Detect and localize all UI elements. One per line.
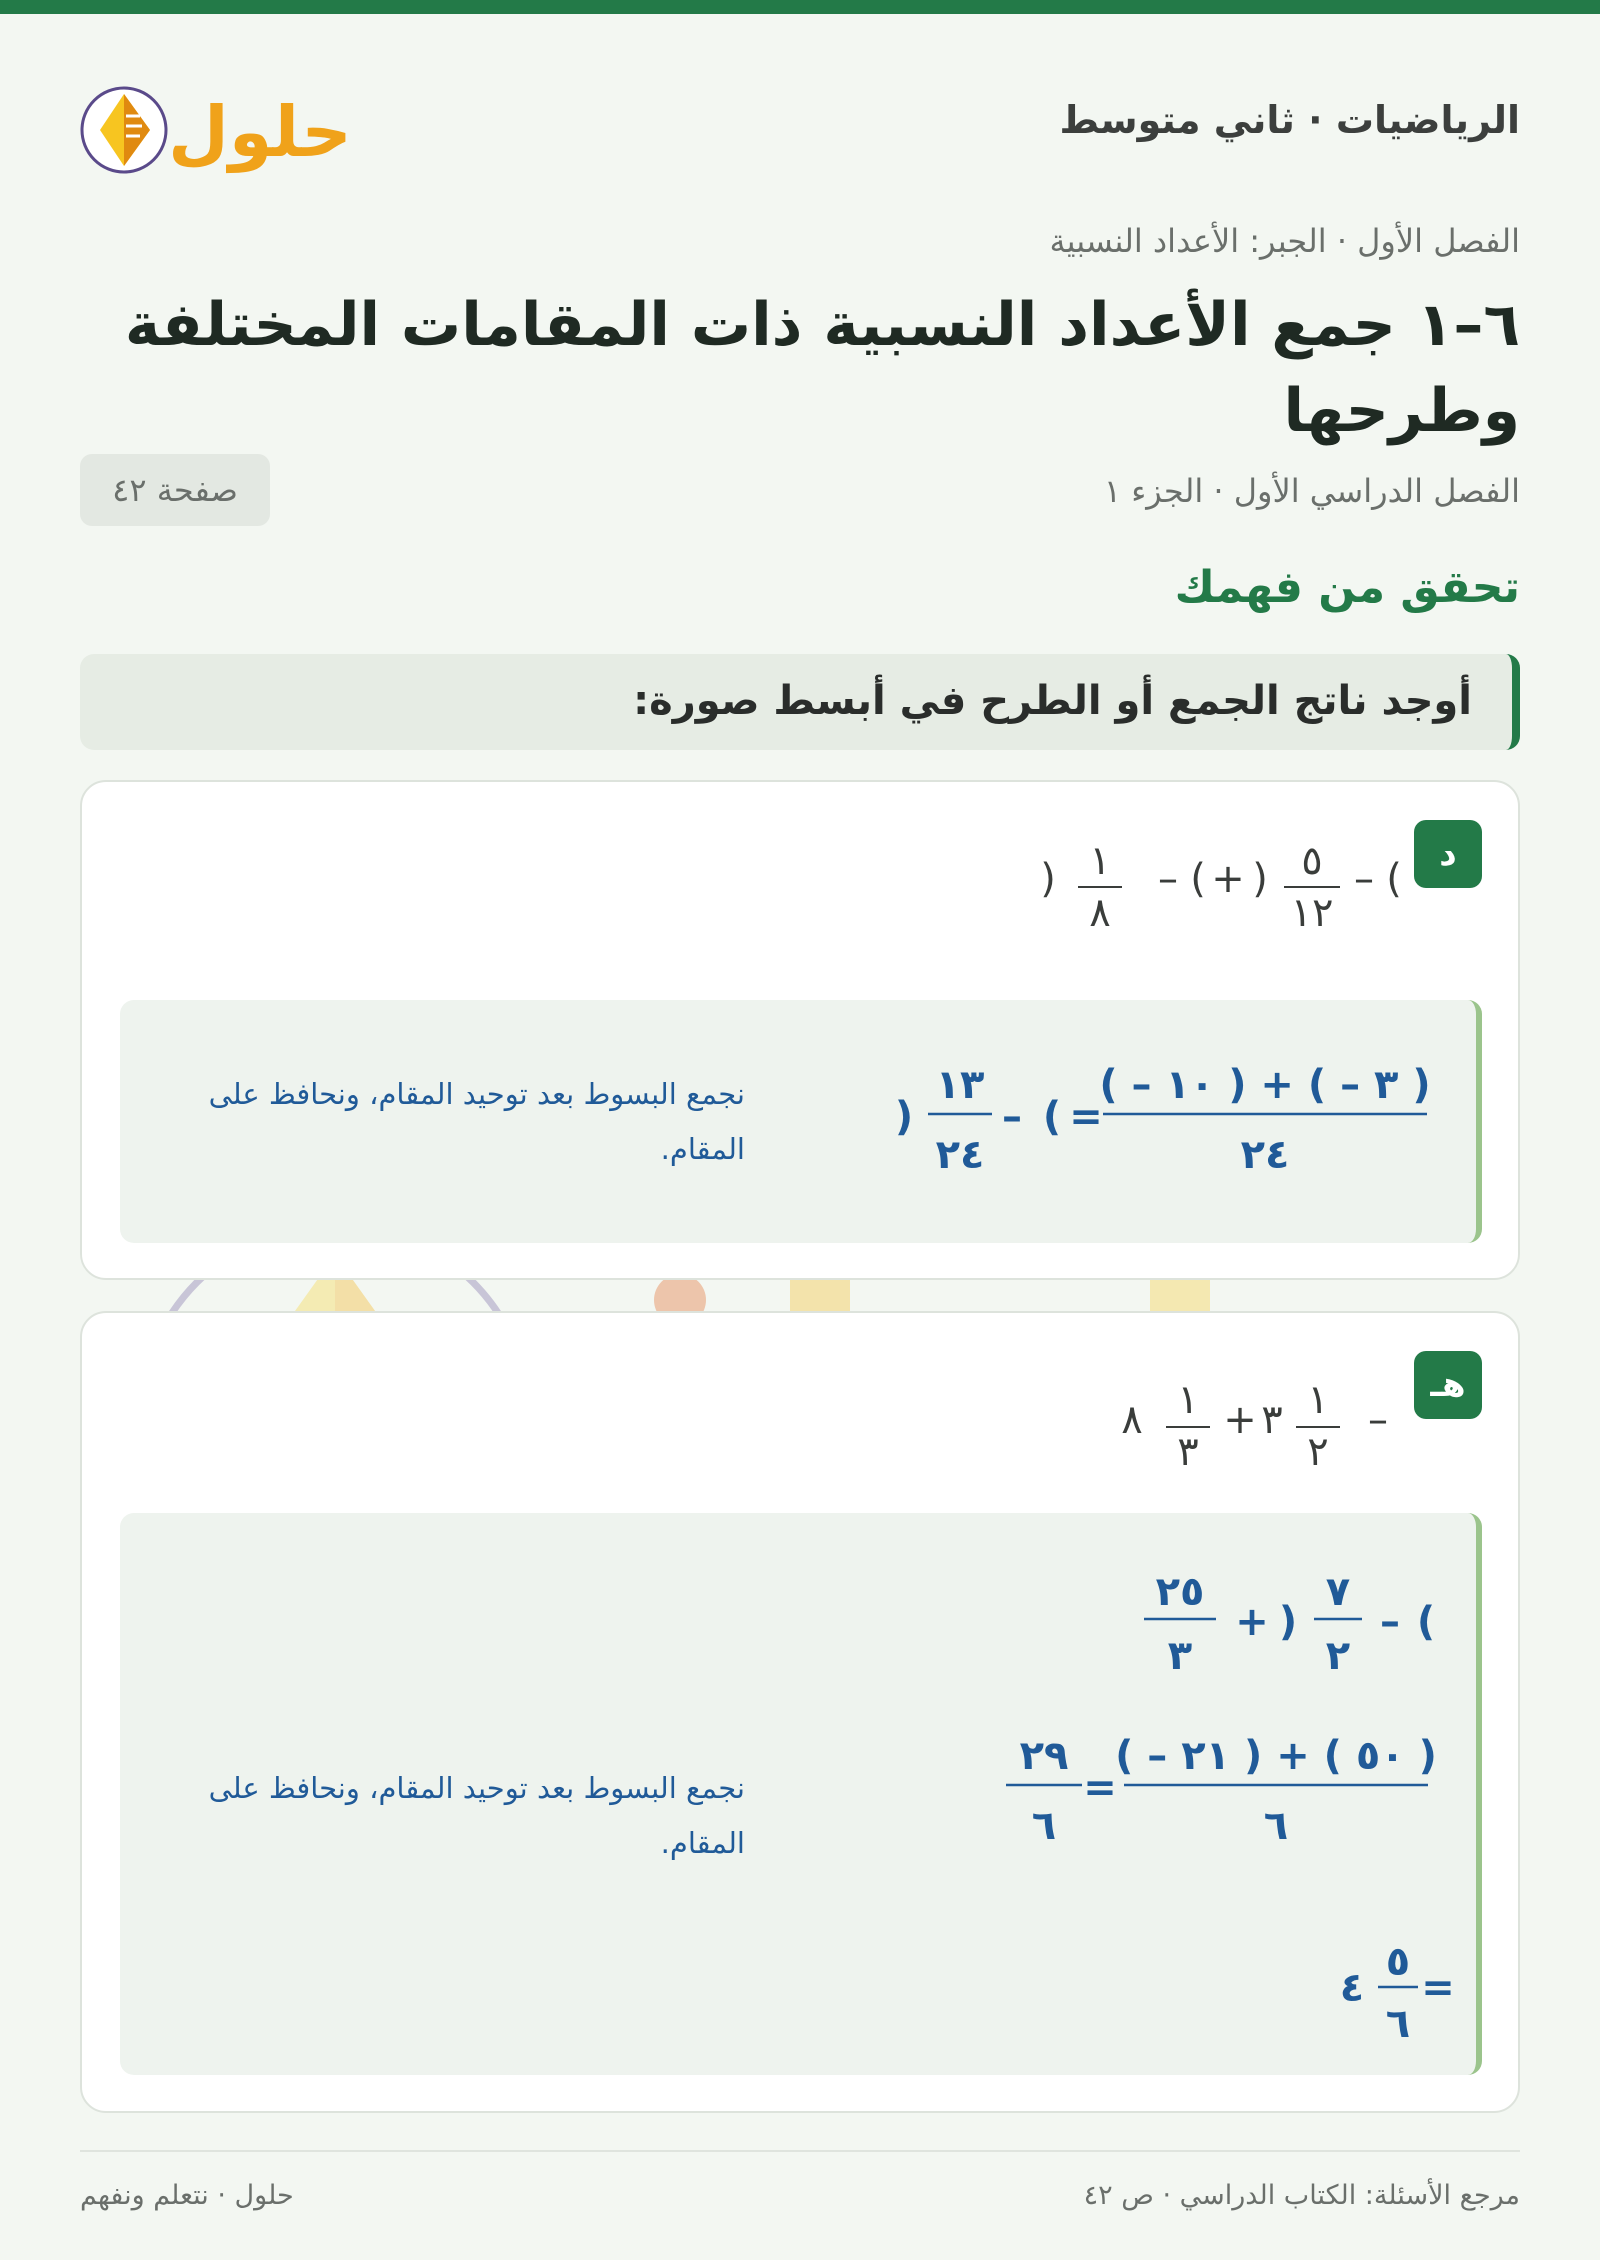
- footer-brand: حلول · نتعلم ونفهم: [80, 2180, 294, 2211]
- paren-open: (: [1190, 856, 1206, 902]
- fraction-numerator: ١: [1307, 1377, 1329, 1423]
- equals-sign: =: [1069, 1094, 1103, 1140]
- exercise-letter-badge: د: [1414, 820, 1482, 888]
- exercise-card-d: [80, 780, 1520, 1280]
- solution-denominator: ٢٤: [1240, 1132, 1290, 1178]
- breadcrumb[interactable]: الفصل الأول · الجبر: الأعداد النسبية: [1049, 222, 1520, 260]
- fraction-denominator: ١٢: [1290, 890, 1334, 936]
- paren-open: (: [1386, 856, 1402, 902]
- solution-numerator: ( – ١٠ ) + ( – ٣ ): [1099, 1062, 1431, 1108]
- solution-denominator: ٦: [1263, 1803, 1289, 1849]
- paren-close: ): [894, 1094, 914, 1140]
- exercise-letter-badge: هـ: [1414, 1351, 1482, 1419]
- fraction-denominator: ٣: [1167, 1633, 1193, 1679]
- subject-grade: الرياضيات · ثاني متوسط: [1059, 98, 1520, 142]
- footer-divider: [80, 2150, 1520, 2152]
- solution-box: [120, 1513, 1482, 2075]
- fraction-numerator: ١: [1177, 1377, 1199, 1423]
- question-expression: [1082, 1343, 1442, 1483]
- plus-sign: +: [1223, 1397, 1257, 1443]
- result-numerator: ٢٩: [1019, 1733, 1069, 1779]
- solution-note: نجمع البسوط بعد توحيد المقام، ونحافظ على المقام.: [208, 1771, 745, 1860]
- fraction-numerator: ٧: [1325, 1569, 1351, 1615]
- fraction-numerator: ١: [1089, 838, 1111, 884]
- minus-sign: –: [1368, 1397, 1388, 1443]
- paren-open: (: [1416, 1599, 1436, 1645]
- fraction-numerator: ٢٥: [1155, 1569, 1205, 1615]
- header: [80, 80, 1520, 173]
- fraction-denominator: ٣: [1177, 1429, 1199, 1475]
- result-numerator: ١٣: [935, 1062, 985, 1108]
- logo-graphic: [80, 80, 360, 180]
- section-heading: تحقق من فهمك: [1174, 562, 1520, 613]
- semester-meta: الفصل الدراسي الأول · الجزء ١: [1103, 472, 1520, 510]
- solution-box: [120, 1000, 1482, 1243]
- whole-number: ٣: [1261, 1397, 1283, 1443]
- plus-sign: +: [1235, 1599, 1269, 1645]
- question-expression: [1002, 812, 1422, 952]
- paren-close: ): [1278, 1599, 1298, 1645]
- top-accent-bar: [0, 0, 1600, 14]
- fraction-denominator: ٦: [1385, 2001, 1411, 2047]
- solution-note: نجمع البسوط بعد توحيد المقام، ونحافظ على المقام.: [208, 1077, 745, 1166]
- plus-sign: +: [1211, 856, 1245, 902]
- minus-sign: –: [1380, 1599, 1400, 1645]
- lesson-title: ٦–١ جمع الأعداد النسبية ذات المقامات المختلفة وطرحها: [124, 290, 1520, 446]
- solution-line-1: [1120, 1553, 1480, 1693]
- fraction-denominator: ٨: [1089, 890, 1111, 936]
- solution-equation: [810, 1040, 1450, 1200]
- page-number-badge: صفحة ٤٢: [80, 454, 270, 526]
- paren-open: (: [1042, 1094, 1062, 1140]
- result-denominator: ٢٤: [935, 1132, 985, 1178]
- equals-sign: =: [1083, 1765, 1117, 1811]
- solution-line-3: [1280, 1921, 1480, 2051]
- paren-close: ): [1040, 856, 1056, 902]
- minus-sign: –: [1158, 856, 1178, 902]
- fraction-denominator: ٢: [1307, 1429, 1329, 1475]
- fraction-numerator: ٥: [1301, 838, 1323, 884]
- equals-sign: =: [1421, 1965, 1455, 2011]
- exercise-card-h: [80, 1311, 1520, 2113]
- minus-sign: –: [1354, 856, 1374, 902]
- whole-number: ٤: [1339, 1965, 1365, 2011]
- fraction-denominator: ٢: [1325, 1633, 1351, 1679]
- paren-close: ): [1252, 856, 1268, 902]
- result-denominator: ٦: [1031, 1803, 1057, 1849]
- logo-wordmark: حلول: [168, 91, 352, 173]
- halool-logo[interactable]: [80, 80, 360, 180]
- fraction-numerator: ٥: [1385, 1939, 1411, 1985]
- solution-numerator: ( – ٢١ ) + ( ٥٠ ): [1115, 1733, 1437, 1779]
- solution-line-2: [920, 1721, 1480, 1871]
- instruction-text: أوجد ناتج الجمع أو الطرح في أبسط صورة:: [633, 678, 1472, 724]
- instruction-box: [80, 654, 1520, 750]
- minus-sign: –: [1002, 1094, 1022, 1140]
- footer-reference: مرجع الأسئلة: الكتاب الدراسي · ص ٤٢: [1083, 2180, 1520, 2211]
- whole-number: ٨: [1121, 1397, 1143, 1443]
